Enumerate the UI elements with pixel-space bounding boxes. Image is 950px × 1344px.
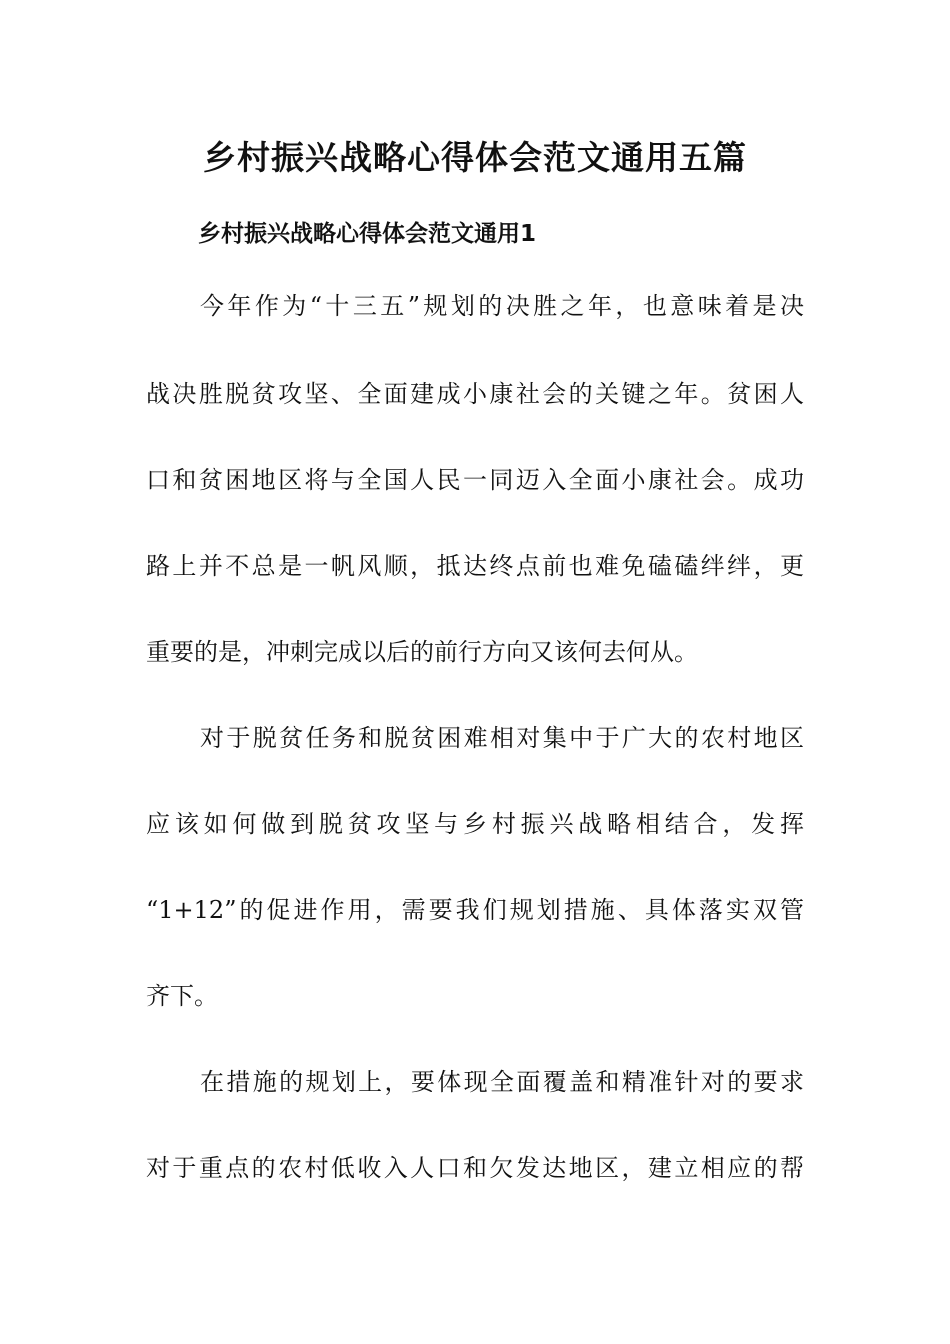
paragraph-line: 战决胜脱贫攻坚、全面建成小康社会的关键之年。贫困人 <box>146 380 804 408</box>
section-heading: 乡村振兴战略心得体会范文通用1 <box>198 221 537 247</box>
paragraph-line: 在措施的规划上，要体现全面覆盖和精准针对的要求 <box>200 1068 804 1096</box>
paragraph-line: 路上并不总是一帆风顺，抵达终点前也难免磕磕绊绊，更 <box>146 552 804 580</box>
paragraph-line: 齐下。 <box>146 982 218 1010</box>
paragraph-line: 对于脱贫任务和脱贫困难相对集中于广大的农村地区 <box>200 724 804 752</box>
paragraph-line: 口和贫困地区将与全国人民一同迈入全面小康社会。成功 <box>146 466 804 494</box>
paragraph-line: “1+12”的促进作用，需要我们规划措施、具体落实双管 <box>146 896 804 924</box>
paragraph-line: 应该如何做到脱贫攻坚与乡村振兴战略相结合，发挥 <box>146 810 804 838</box>
paragraph-line: 对于重点的农村低收入人口和欠发达地区，建立相应的帮 <box>146 1154 804 1182</box>
document-title: 乡村振兴战略心得体会范文通用五篇 <box>203 138 747 177</box>
paragraph-line: 今年作为“十三五”规划的决胜之年，也意味着是决 <box>200 292 804 320</box>
paragraph-line: 重要的是，冲刺完成以后的前行方向又该何去何从。 <box>146 638 698 666</box>
